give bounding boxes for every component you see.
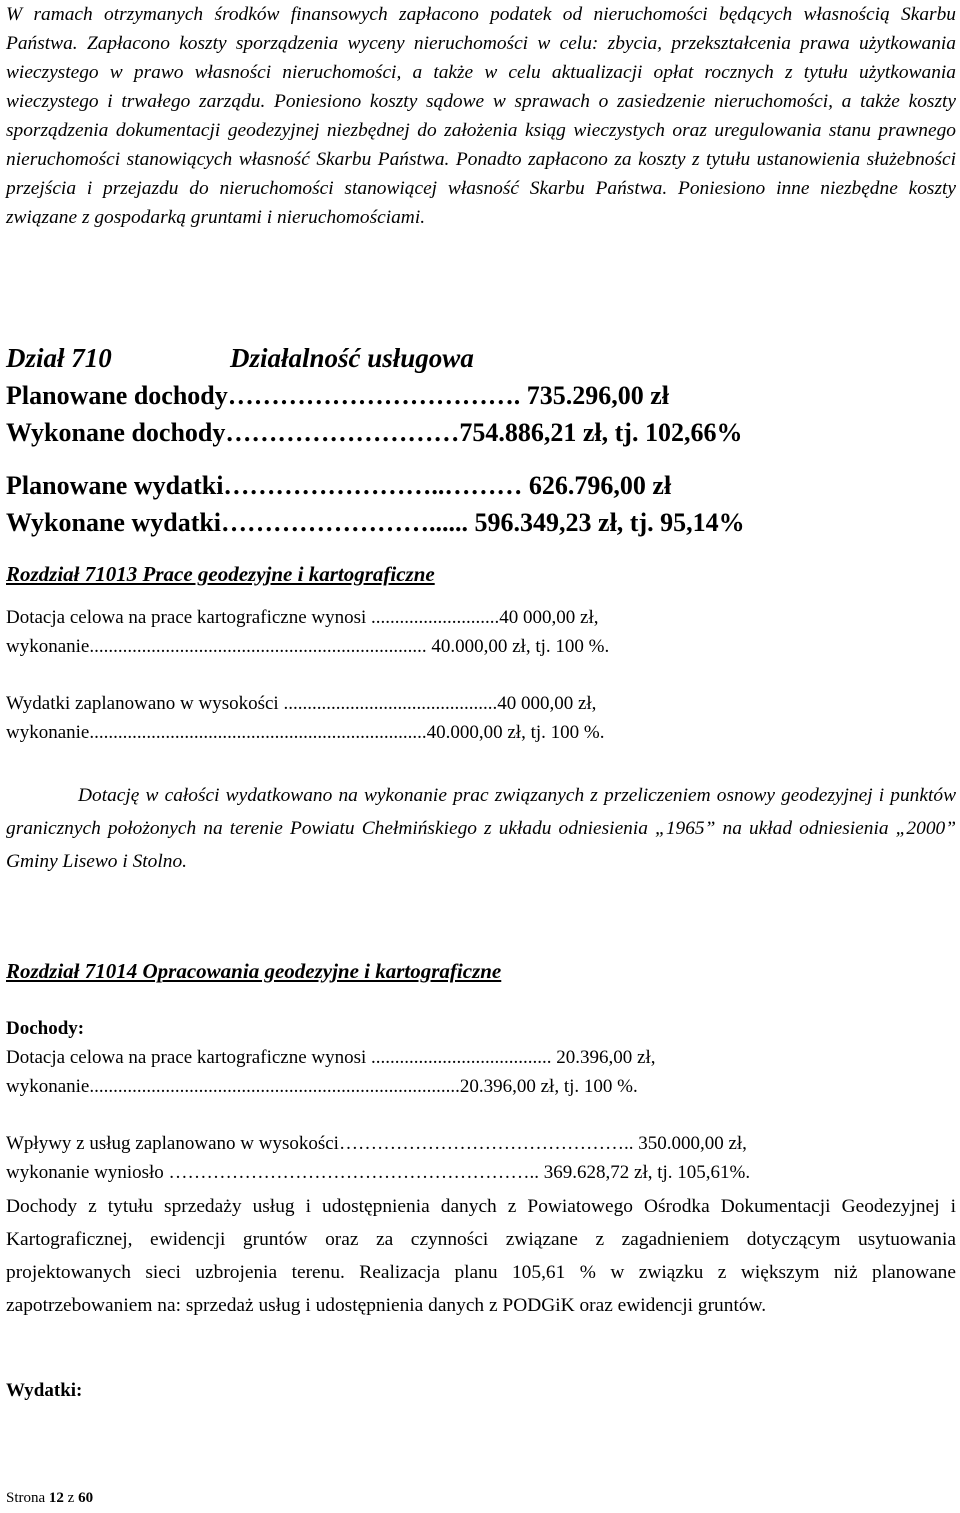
rozdzial-71014-description-text: Dochody z tytułu sprzedaży usług i udostępnienia danych z Powiatowego Ośrodka Dokumentacji Geodezyjnej i Kartograficznej, ewidencji gruntów oraz za czynności związane z zagadnieniem dotyczącym usytuowania projektowanych sieci uzbrojenia terenu. Realizacja planu 105,61 % w związku z większym niż planowane zapotrzebowaniem na: sprzedaż usług i udostępnienia danych z PODGiK oraz ewidencji gruntów. <box>6 1196 956 1316</box>
footer-total-pages: 60 <box>78 1490 94 1506</box>
footer-separator: z <box>67 1490 75 1506</box>
wplywy-line: Wpływy z usług zaplanowano w wysokości……………………………………….. 350.000,00 zł, <box>6 1133 747 1154</box>
footer-prefix: Strona <box>6 1490 46 1506</box>
executed-income-line: Wykonane dochody………………………754.886,21 zł, tj. 102,66% <box>6 418 743 447</box>
dotacja-71014-line: Dotacja celowa na prace kartograficzne wynosi ...................................... 20.396,00 zł, <box>6 1047 656 1068</box>
dzial-code: Dział 710 <box>6 343 112 373</box>
planned-income-line: Planowane dochody……………………………. 735.296,00 zł <box>6 381 670 410</box>
rozdzial-71014-title: Rozdział 71014 Opracowania geodezyjne i kartograficzne <box>6 959 502 983</box>
intro-paragraph <box>6 0 956 232</box>
rozdzial-71013-description-text: Dotację w całości wydatkowano na wykonanie prac związanych z przeliczeniem osnowy geodezyjnej i punktów granicznych położonych na terenie Powiatu Chełmińskiego z układu odniesienia „1965” na układ odniesienia „2000” Gminy Lisewo i Stolno. <box>6 785 956 872</box>
wydatki-label: Wydatki: <box>6 1380 83 1401</box>
page-footer <box>6 1490 93 1507</box>
executed-expenses-line: Wykonane wydatki……………………...... 596.349,23 zł, tj. 95,14% <box>6 508 745 537</box>
dotacja-71013-line: Dotacja celowa na prace kartograficzne wynosi ...........................40 000,00 zł, <box>6 607 599 628</box>
footer-page-number: 12 <box>48 1490 64 1506</box>
rozdzial-71013-title: Rozdział 71013 Prace geodezyjne i kartograficzne <box>6 562 435 586</box>
planned-expenses-line: Planowane wydatki……………………..……… 626.796,00 zł <box>6 471 672 500</box>
wplywy-exec: wykonanie wyniosło ………………………………………………….. 369.628,72 zł, tj. 105,61%. <box>6 1162 751 1183</box>
dotacja-71013-exec: wykonanie....................................................................... 40.000,00 zł, tj. 100 %. <box>6 636 610 657</box>
wydatki-71013-line: Wydatki zaplanowano w wysokości .............................................40 000,00 zł, <box>6 693 597 714</box>
dochody-label: Dochody: <box>6 1018 85 1039</box>
rozdzial-71013-description <box>6 779 956 878</box>
dzial-heading <box>6 343 474 374</box>
intro-text: W ramach otrzymanych środków finansowych zapłacono podatek od nieruchomości będących własnością Skarbu Państwa. Zapłacono koszty sporządzenia wyceny nieruchomości w celu: zbycia, przekształcenia prawa użytkowania wieczystego w prawo własności nieruchomości, a także w celu aktualizacji opłat rocznych z tytułu użytkowania wieczystego i trwałego zarządu. Poniesiono koszty sądowe w sprawach o zasiedzenie nieruchomości, a także koszty sporządzenia dokumentacji geodezyjnej niezbędnej do założenia ksiąg wieczystych oraz uregulowania stanu prawnego nieruchomości stanowiących własność Skarbu Państwa. Ponadto zapłacono za koszty z tytułu ustanowienia służebności przejścia i przejazdu do nieruchomości stanowiącej własność Skarbu Państwa. Poniesiono inne niezbędne koszty związane z gospodarką gruntami i nieruchomościami. <box>6 4 956 228</box>
dzial-name: Działalność usługowa <box>230 343 474 373</box>
wydatki-71013-exec: wykonanie.......................................................................40.000,00 zł, tj. 100 %. <box>6 722 605 743</box>
rozdzial-71014-description <box>6 1190 956 1322</box>
dotacja-71014-exec: wykonanie..............................................................................20.396,00 zł, tj. 100 %. <box>6 1076 638 1097</box>
